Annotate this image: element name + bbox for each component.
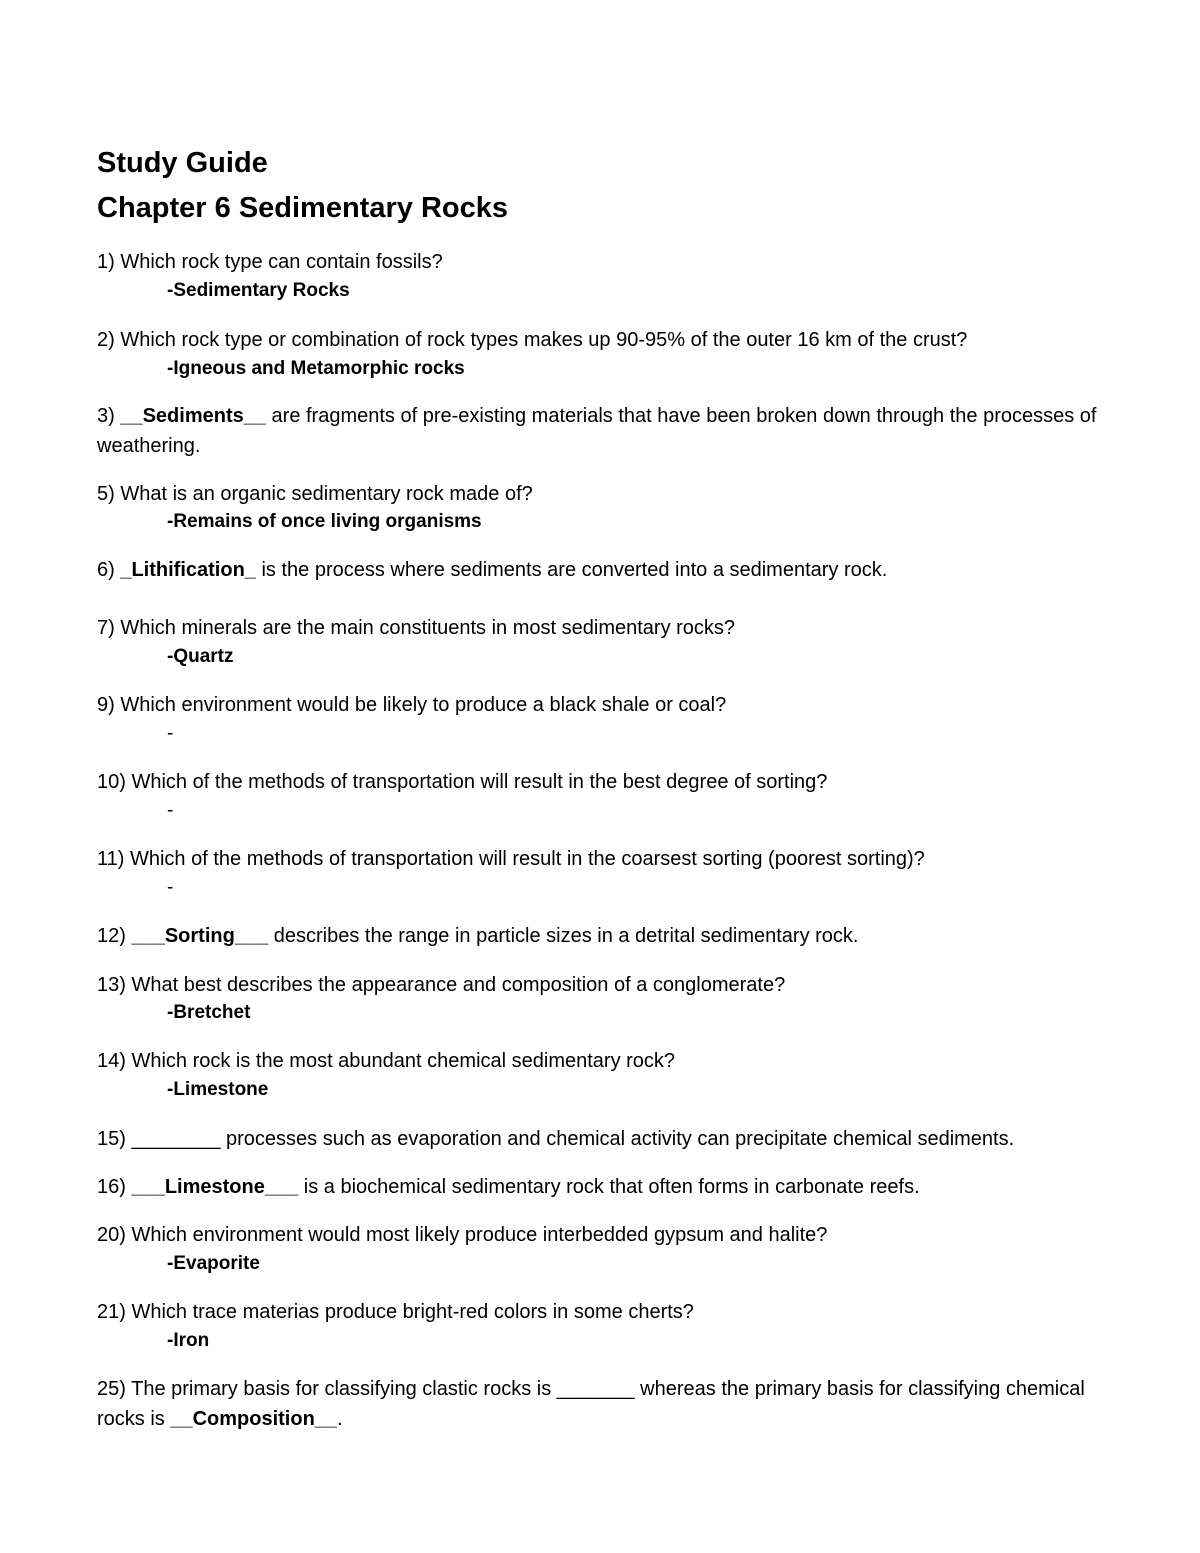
answer-20: -Evaporite <box>167 1253 260 1274</box>
question-10: 10) Which of the methods of transportation will result in the best degree of sorting? <box>97 771 828 793</box>
answer-21: -Iron <box>167 1330 210 1351</box>
answer-9: - <box>167 723 174 744</box>
question-6 <box>97 555 887 585</box>
question-16-number: 16) <box>97 1176 132 1198</box>
question-13: 13) What best describes the appearance and composition of a conglomerate? <box>97 974 786 996</box>
question-12-number: 12) <box>97 925 132 947</box>
question-16-fill: ___Limestone___ <box>131 1176 299 1198</box>
question-25-text: 25) The primary basis for classifying clastic rocks is _______ whereas the primary basis for classifying chemical rocks is <box>97 1378 1085 1430</box>
question-6-fill: _Lithification_ <box>120 559 256 581</box>
chapter-title: Chapter 6 Sedimentary Rocks <box>97 192 508 224</box>
answer-10: - <box>167 800 174 821</box>
question-3-fill: __Sediments__ <box>120 405 266 427</box>
question-3-text: are fragments of pre-existing materials that have been broken down through the processes of weathering. <box>97 405 1097 457</box>
question-25-end: . <box>337 1408 343 1430</box>
question-3 <box>97 401 1097 461</box>
answer-5: -Remains of once living organisms <box>167 511 482 532</box>
question-25-fill: __Composition__ <box>170 1408 338 1430</box>
question-12-text: describes the range in particle sizes in a detrital sedimentary rock. <box>268 925 859 947</box>
answer-14: -Limestone <box>167 1079 269 1100</box>
question-9: 9) Which environment would be likely to produce a black shale or coal? <box>97 694 727 716</box>
question-20: 20) Which environment would most likely produce interbedded gypsum and halite? <box>97 1224 828 1246</box>
answer-2: -Igneous and Metamorphic rocks <box>167 358 465 379</box>
question-5: 5) What is an organic sedimentary rock made of? <box>97 483 533 505</box>
question-21: 21) Which trace materias produce bright-red colors in some cherts? <box>97 1301 694 1323</box>
question-16-text: is a biochemical sedimentary rock that often forms in carbonate reefs. <box>298 1176 920 1198</box>
question-15: 15) ________ processes such as evaporation and chemical activity can precipitate chemical sediments. <box>97 1128 1015 1150</box>
question-11: 11) Which of the methods of transportation will result in the coarsest sorting (poorest sorting)? <box>97 848 925 870</box>
question-16 <box>97 1172 920 1202</box>
answer-1: -Sedimentary Rocks <box>167 280 350 301</box>
question-12 <box>97 921 858 951</box>
answer-7: -Quartz <box>167 646 234 667</box>
answer-11: - <box>167 877 174 898</box>
question-25 <box>97 1374 1097 1434</box>
question-6-number: 6) <box>97 559 121 581</box>
question-2: 2) Which rock type or combination of rock types makes up 90-95% of the outer 16 km of the crust? <box>97 329 968 351</box>
question-7: 7) Which minerals are the main constituents in most sedimentary rocks? <box>97 617 736 639</box>
answer-13: -Bretchet <box>167 1002 251 1023</box>
question-3-number: 3) <box>97 405 121 427</box>
question-12-fill: ___Sorting___ <box>131 925 269 947</box>
question-1: 1) Which rock type can contain fossils? <box>97 251 443 273</box>
document-title: Study Guide <box>97 147 268 179</box>
question-14: 14) Which rock is the most abundant chemical sedimentary rock? <box>97 1050 676 1072</box>
question-6-text: is the process where sediments are converted into a sedimentary rock. <box>255 559 888 581</box>
